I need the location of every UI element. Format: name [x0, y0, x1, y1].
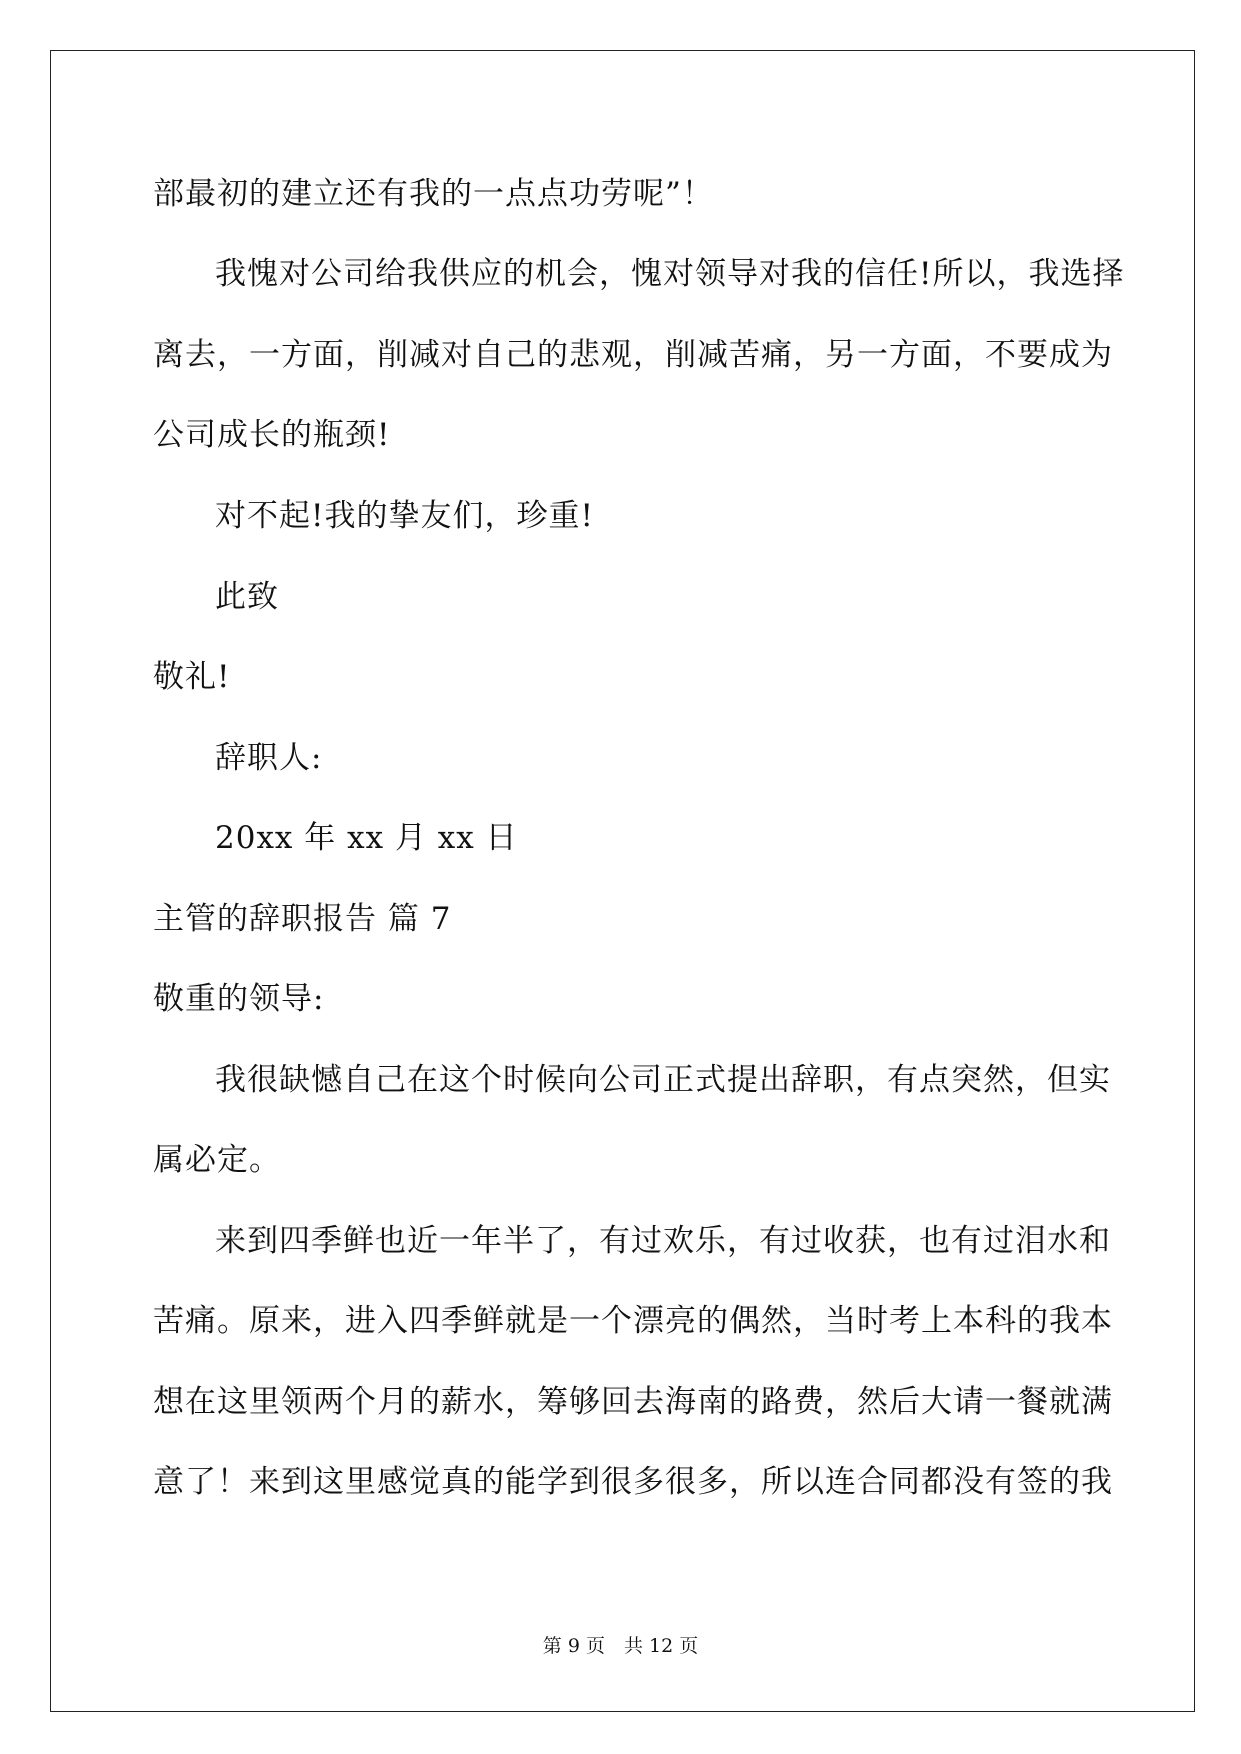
text-line: 我很缺憾自己在这个时候向公司正式提出辞职，有点突然，但实 [215, 1062, 1111, 1098]
text-line: 属必定。 [153, 1142, 281, 1178]
text-line: 公司成长的瓶颈! [153, 417, 391, 453]
text-line: 我愧对公司给我供应的机会，愧对领导对我的信任!所以，我选择 [215, 256, 1125, 292]
section-heading: 主管的辞职报告 篇 7 [153, 901, 452, 937]
text-line: 离去，一方面，削减对自己的悲观，削减苦痛，另一方面，不要成为 [153, 337, 1113, 373]
text-line: 来到四季鲜也近一年半了，有过欢乐，有过收获，也有过泪水和 [215, 1223, 1111, 1259]
text-line: 敬重的领导: [153, 981, 325, 1017]
text-line: 意了！来到这里感觉真的能学到很多很多，所以连合同都没有签的我 [153, 1464, 1113, 1500]
text-line: 苦痛。原来，进入四季鲜就是一个漂亮的偶然，当时考上本科的我本 [153, 1303, 1113, 1339]
text-line: 20xx 年 xx 月 xx 日 [215, 820, 518, 856]
text-line: 对不起!我的挚友们，珍重! [215, 498, 594, 534]
text-line: 部最初的建立还有我的一点点功劳呢”！ [153, 176, 714, 212]
text-line: 此致 [215, 579, 279, 615]
page-footer: 第 9 页 共 12 页 [542, 1635, 699, 1657]
text-line: 敬礼! [153, 659, 231, 695]
text-line: 想在这里领两个月的薪水，筹够回去海南的路费，然后大请一餐就满 [153, 1384, 1113, 1420]
text-line: 辞职人: [215, 740, 323, 776]
